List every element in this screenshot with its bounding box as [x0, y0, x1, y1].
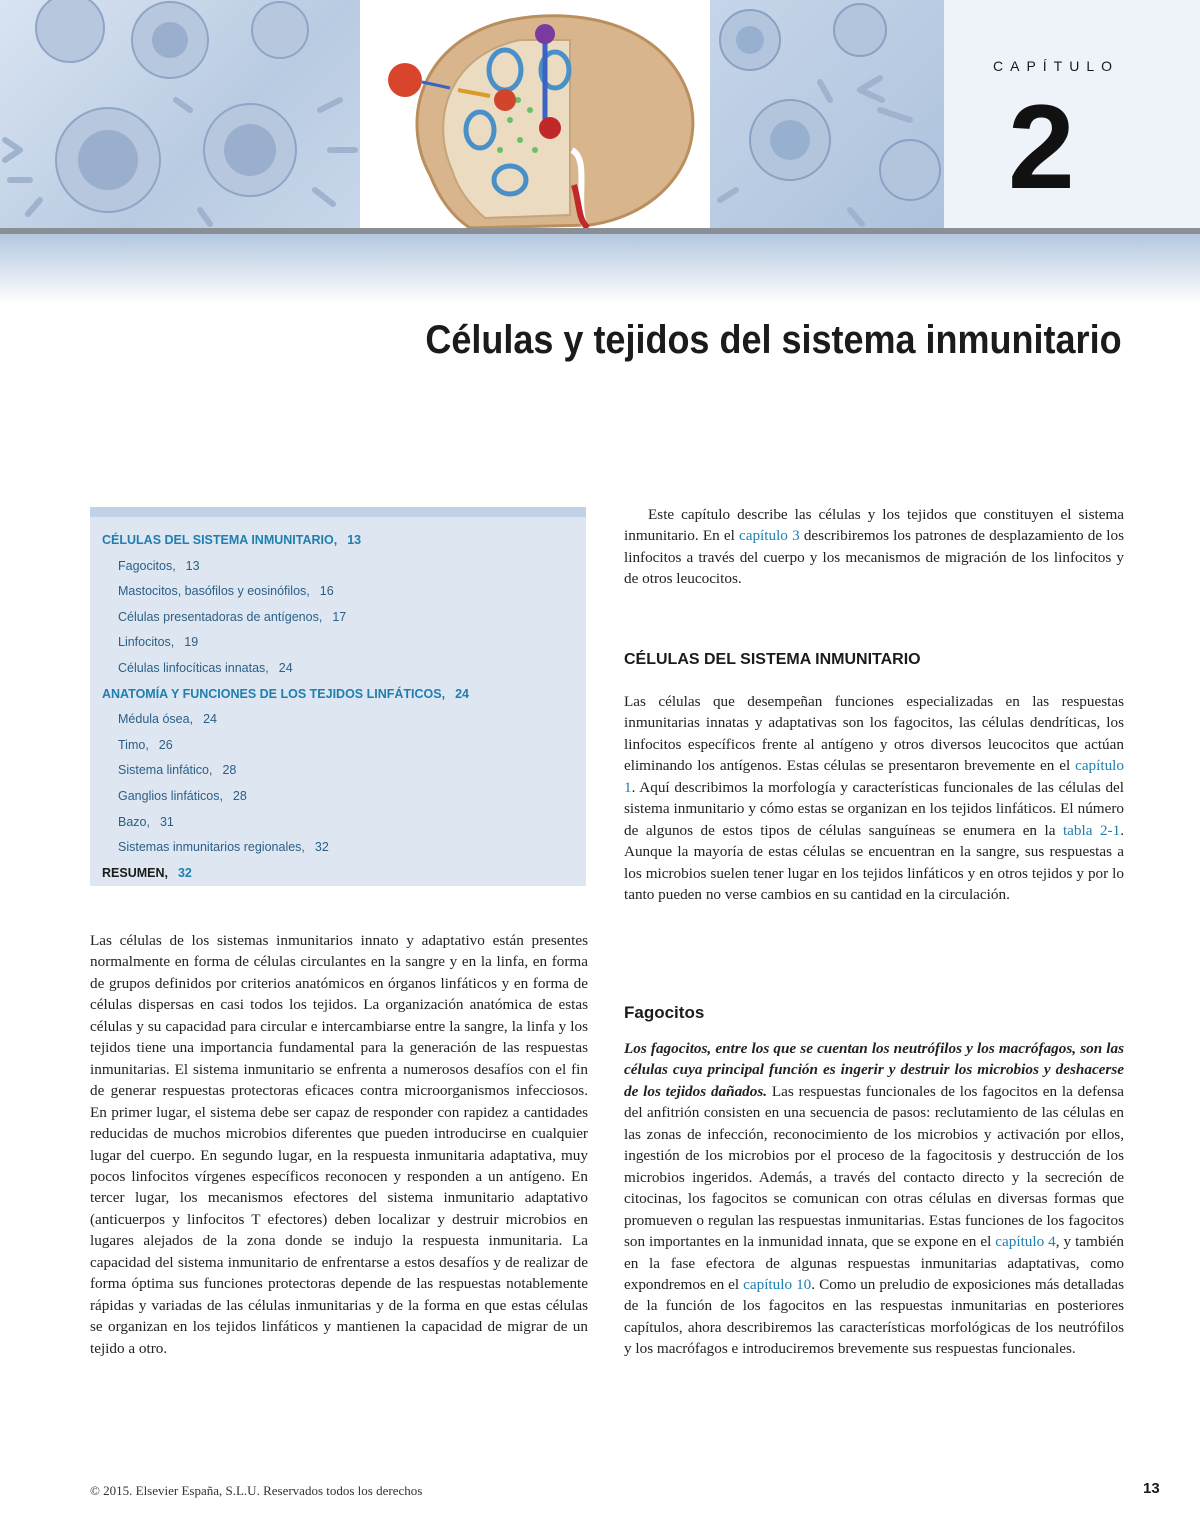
- toc-item-page: 24: [278, 660, 293, 675]
- toc-item-page: 16: [319, 584, 334, 599]
- toc-item-label: Ganglios linfáticos,: [118, 788, 223, 803]
- chapter-label: CAPÍTULO: [993, 58, 1120, 74]
- emphasis-text: Los fagocitos, entre los que se cuentan los neutrófilos y los macrófagos, son las células cuya principal función es ingerir y destruir los microbios y deshacerse de los tejidos dañados.: [624, 1040, 1124, 1100]
- chapter-number: 2: [1008, 80, 1075, 214]
- toc-item-page: 32: [177, 865, 192, 880]
- left-column: [90, 930, 588, 1359]
- chapter-header-band: [0, 0, 1200, 228]
- toc-item-page: 24: [203, 712, 217, 727]
- toc-item[interactable]: [102, 866, 586, 892]
- page-number: 13: [1143, 1480, 1160, 1497]
- toc-item[interactable]: [102, 533, 586, 559]
- chapter-title: Células y tejidos del sistema inmunitario: [425, 318, 1122, 362]
- toc-item-page: 24: [455, 686, 469, 701]
- lymph-node-illustration: [360, 0, 710, 228]
- toc-item-label: ANATOMÍA Y FUNCIONES DE LOS TEJIDOS LINFÁTICOS,: [102, 686, 446, 701]
- toc-item[interactable]: [102, 635, 586, 661]
- toc-item[interactable]: [102, 738, 586, 764]
- header-gradient: [0, 234, 1200, 304]
- chapter-1-link[interactable]: capítulo 1: [624, 757, 1124, 796]
- table-of-contents: [90, 507, 586, 886]
- body-text: . Aunque la mayoría de estas células se encuentran en la sangre, sus respuestas a los microbios suelen tener lugar en los tejidos linfáticos y en otros tejidos y por lo tanto pueden no verse cambios en su cantidad en la circulación.: [624, 821, 1124, 904]
- toc-item[interactable]: [102, 789, 586, 815]
- toc-item-label: Células linfocíticas innatas,: [118, 660, 269, 675]
- toc-item[interactable]: [102, 584, 586, 610]
- toc-item[interactable]: [102, 840, 586, 866]
- intro-text: describiremos los patrones de desplazamiento de los linfocitos a través del cuerpo y los mecanismos de migración de los linfocitos y de otros leucocitos.: [624, 527, 1125, 588]
- body-paragraph: Las células de los sistemas inmunitarios innato y adaptativo están presentes normalmente en forma de células circulantes en la sangre y en la linfa, en forma de grupos definidos por criterios anatómicos en órganos linfáticos y en forma de células dispersas en casi todos los tejidos. La organización anatómica de estas células y su capacidad para circular e intercambiarse entre la sangre, la linfa y los tejidos tiene una importancia fundamental para la generación de las respuestas inmunitarias. El sistema inmunitario se enfrenta a numerosos desafíos con el fin de generar respuestas protectoras eficaces contra microorganismos infecciosos. En primer lugar, el sistema debe ser capaz de responder con rapidez a cantidades reducidas de muchos microbios diferentes que pueden introducirse en cualquier lugar del cuerpo. En segundo lugar, en la respuesta inmunitaria adaptativa, muy pocos linfocitos vírgenes específicos reconocen y responden a un antígeno. En tercer lugar, los mecanismos efectores del sistema inmunitario adaptativo (anticuerpos y linfocitos T efectores) deben localizar y destruir microbios en lugares alejados de la zona donde se indujo la respuesta inmunitaria. La capacidad del sistema inmunitario de enfrentarse a estos desafíos y de realizar de forma óptima sus funciones protectoras depende de las respuestas notablemente rápidas y variadas de las células inmunitarias y de la forma en que estas células se organizan en los tejidos linfáticos y mantienen la capacidad de migrar de un tejido a otro.: [90, 932, 588, 1357]
- blood-cells-illustration-left: [0, 0, 360, 228]
- toc-item-page: 17: [332, 609, 347, 624]
- body-text: . Como un preludio de exposiciones más detalladas de la función de los fagocitos en las respuestas inmunitarias en posteriores capítulos, ahora describiremos las características morfológicas de los neutrófilos y los macrófagos e introduciremos brevemente sus respuestas funcionales.: [624, 1275, 1125, 1358]
- toc-item-page: 13: [347, 533, 362, 547]
- toc-item-label: Fagocitos,: [118, 558, 176, 573]
- toc-item[interactable]: [102, 610, 586, 636]
- toc-item[interactable]: [102, 712, 586, 738]
- cells-paragraph: [624, 691, 1124, 906]
- toc-item[interactable]: [102, 559, 586, 585]
- toc-item[interactable]: [102, 687, 586, 713]
- body-text: . Aquí describimos la morfología y características funcionales de las células del sistema inmunitario y cómo estas se organizan en los tejidos linfáticos. El número de algunos de estos tipos de células sanguíneas se enumera en la: [624, 778, 1124, 839]
- toc-item-page: 32: [314, 840, 329, 855]
- toc-item[interactable]: [102, 815, 586, 841]
- toc-item[interactable]: [102, 763, 586, 789]
- toc-item-page: 13: [185, 558, 200, 573]
- toc-item-page: 28: [222, 763, 237, 778]
- body-text: , y también en la fase efectora de algunas respuestas inmunitarias adaptativas, como expondremos en el: [624, 1233, 1125, 1293]
- toc-item-label: Sistemas inmunitarios regionales,: [118, 840, 305, 855]
- chapter-4-link[interactable]: capítulo 4: [995, 1233, 1056, 1251]
- toc-item-page: 28: [232, 788, 247, 803]
- toc-item-label: Mastocitos, basófilos y eosinófilos,: [118, 584, 310, 599]
- phagocytes-paragraph: [624, 1038, 1124, 1360]
- toc-item-label: Timo,: [118, 737, 149, 752]
- toc-item-label: Médula ósea,: [118, 712, 194, 727]
- intro-text: Este capítulo describe las células y los tejidos que constituyen el sistema inmunitario. En el: [624, 506, 1124, 545]
- toc-item-label: CÉLULAS DEL SISTEMA INMUNITARIO,: [102, 533, 338, 547]
- body-text: Las células que desempeñan funciones especializadas en las respuestas inmunitarias innatas y adaptativas son los fagocitos, las células dendríticas, los linfocitos específicos frente al antígeno y otros diversos leucocitos que actúan eliminando los antígenos. Estas células se presentaron brevemente en el: [624, 693, 1124, 775]
- toc-item-label: Bazo,: [118, 814, 150, 829]
- toc-item-label: RESUMEN,: [102, 865, 168, 880]
- section-heading-phagocytes: Fagocitos: [624, 1003, 705, 1022]
- intro-paragraph: [624, 504, 1124, 590]
- body-text: Las respuestas funcionales de los fagocitos en la defensa del anfitrión consisten en una secuencia de pasos: reclutamiento de las células en las zonas de infección, reconocimiento de los microbios y activación por ellos, ingestión de los microbios por el proceso de la fagocitosis y destrucción de los microbios ingeridos. Además, a través del contacto directo y la secreción de citocinas, los fagocitos se comunican con otras células en diversas formas que promueven o regulan las respuestas inmunitarias. Estas funciones de los fagocitos son importantes en la inmunidad innata, que se expone en el: [624, 1082, 1124, 1251]
- chapter-3-link[interactable]: capítulo 3: [738, 527, 800, 545]
- toc-item-label: Células presentadoras de antígenos,: [118, 609, 323, 624]
- toc-item-page: 31: [159, 814, 174, 829]
- toc-item[interactable]: [102, 661, 586, 687]
- toc-item-label: Sistema linfático,: [118, 763, 213, 778]
- section-heading-cells: CÉLULAS DEL SISTEMA INMUNITARIO: [624, 651, 921, 668]
- copyright-notice: © 2015. Elsevier España, S.L.U. Reservados todos los derechos: [90, 1483, 423, 1498]
- toc-item-label: Linfocitos,: [118, 635, 175, 650]
- table-2-1-link[interactable]: tabla 2-1: [1062, 821, 1121, 839]
- toc-item-page: 26: [158, 737, 173, 752]
- toc-item-page: 19: [184, 635, 199, 650]
- blood-cells-illustration-right: [710, 0, 944, 228]
- chapter-10-link[interactable]: capítulo 10: [743, 1275, 812, 1293]
